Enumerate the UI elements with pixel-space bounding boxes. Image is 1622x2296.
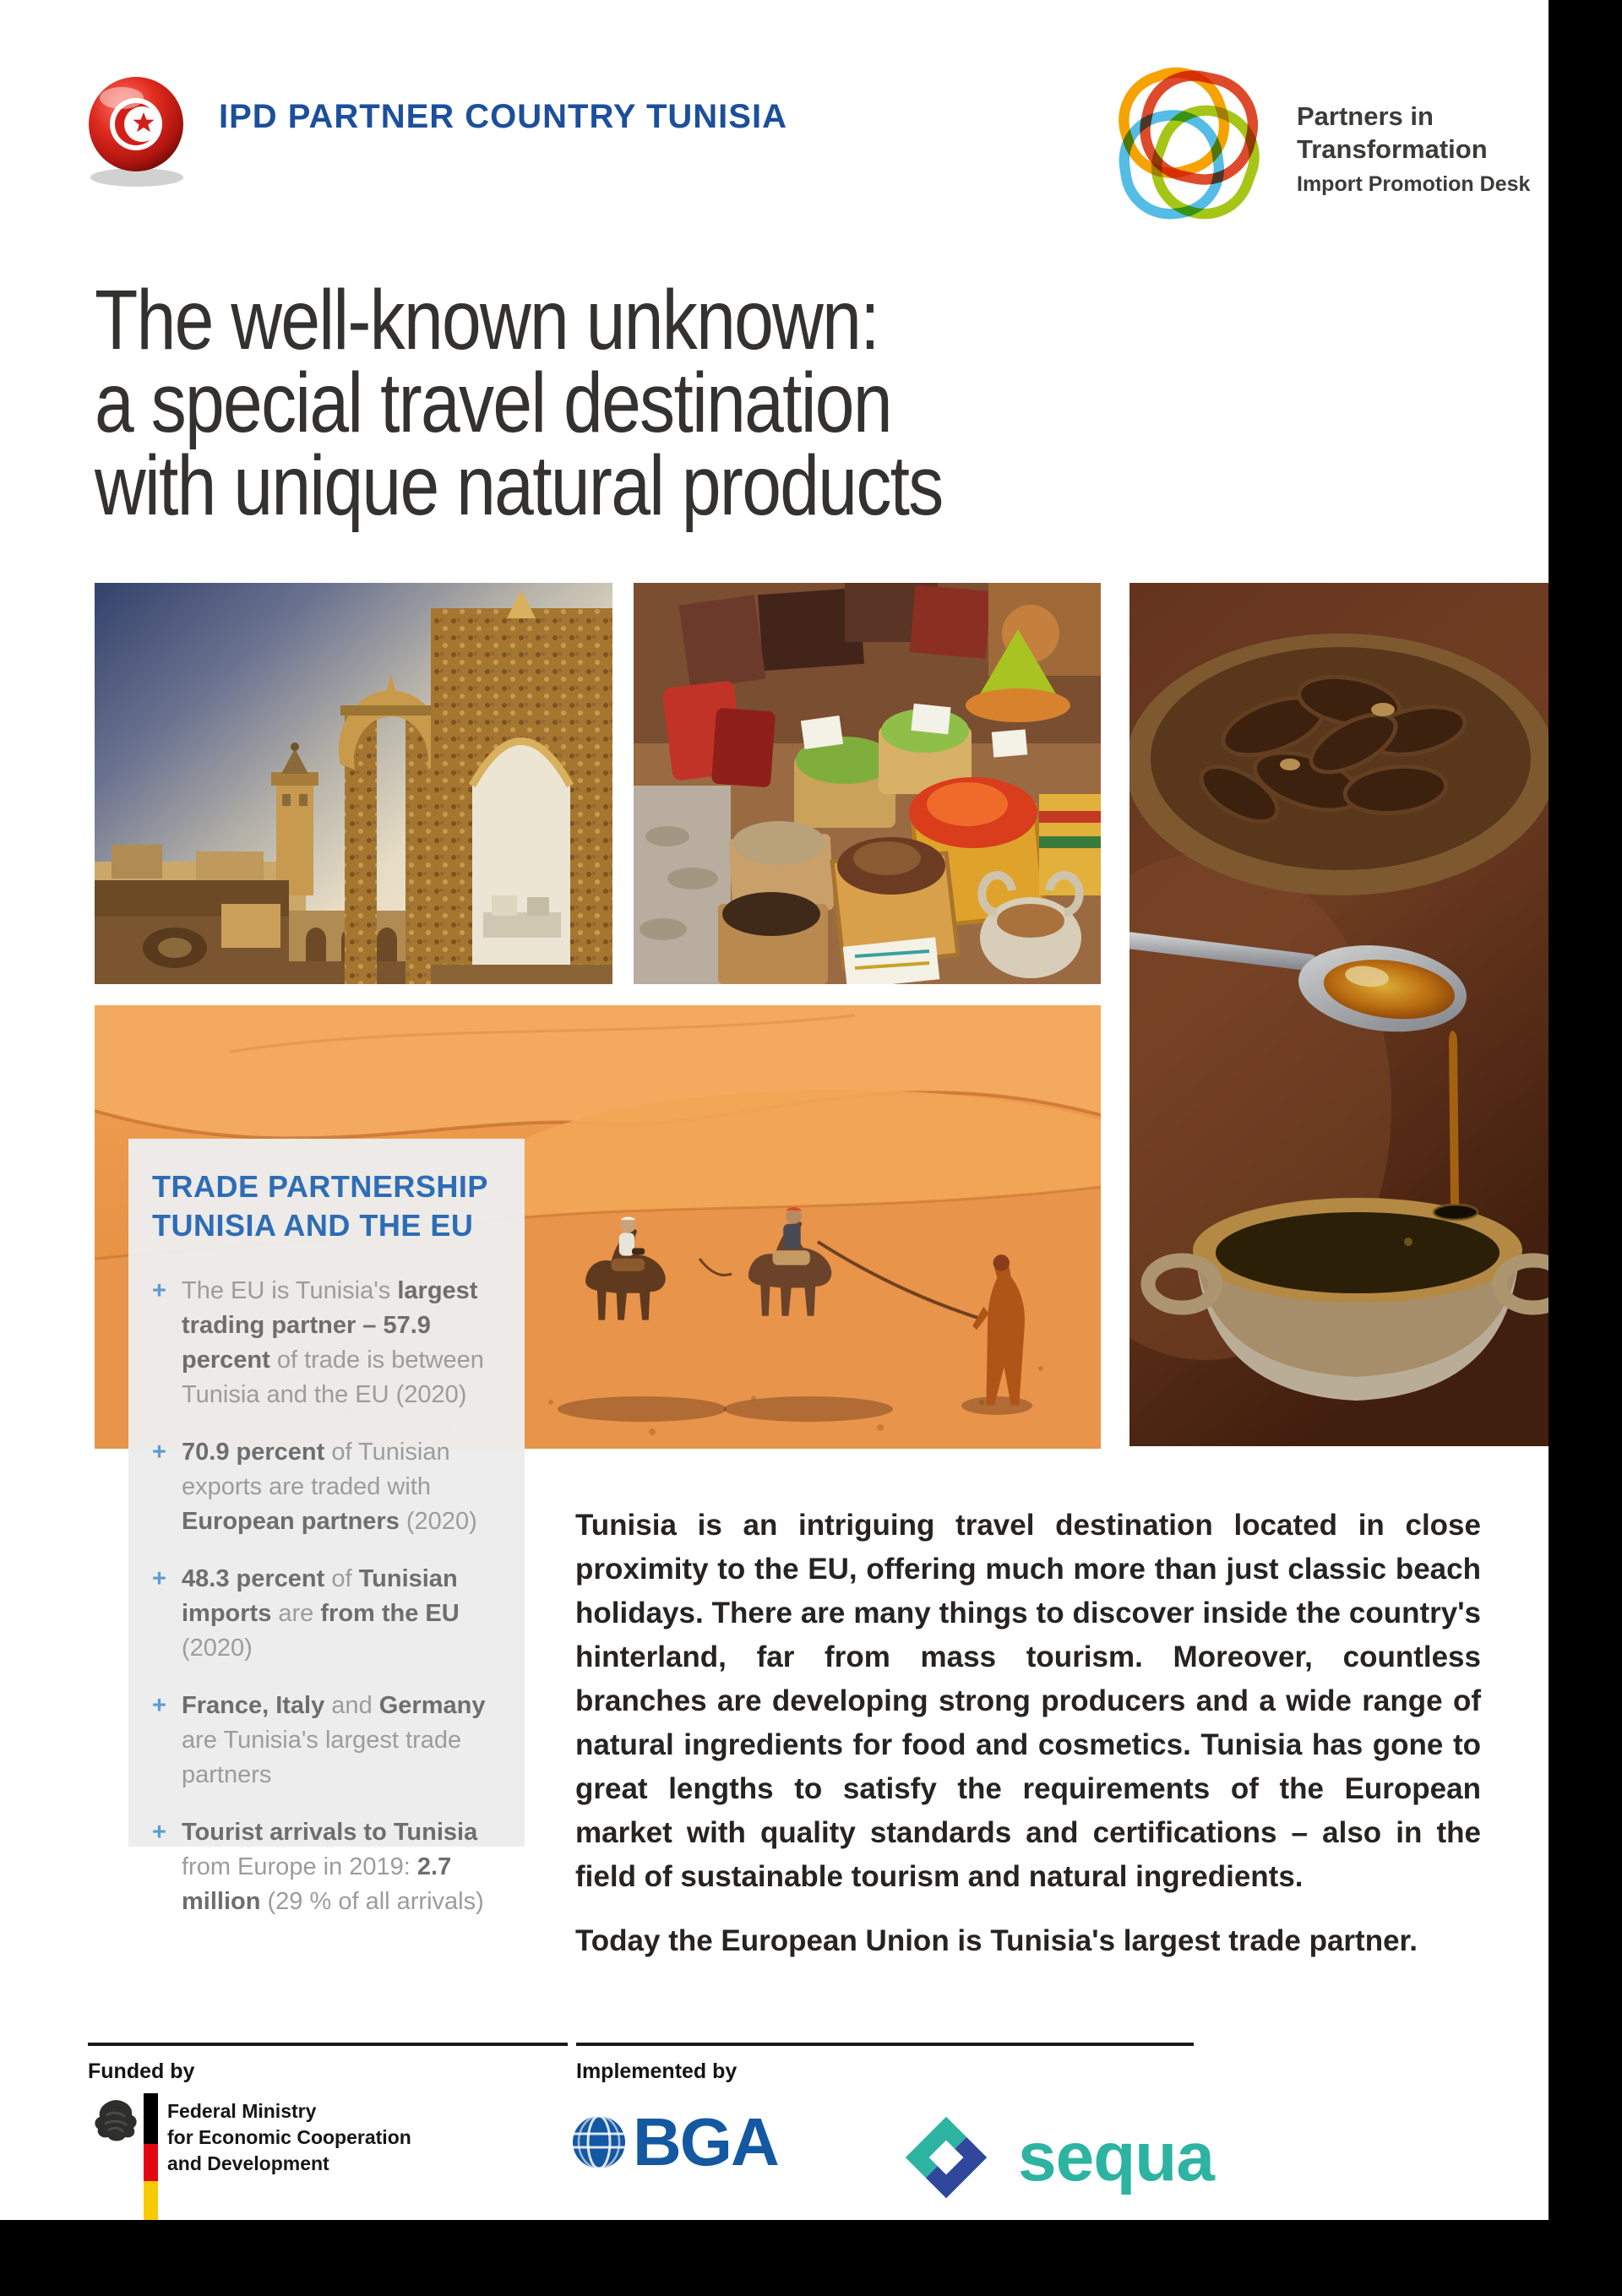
- info-bullet-2: [152, 1435, 503, 1539]
- info-bullet-1: [152, 1274, 503, 1412]
- bga-globe-icon: [570, 2114, 628, 2171]
- bmz-line1: Federal Ministry: [167, 2100, 317, 2122]
- photo-dates-and-syrup: [1129, 583, 1549, 1446]
- federal-eagle-icon: [90, 2097, 140, 2146]
- photo-medina-arches: [95, 583, 612, 984]
- trade-partnership-info-box: [128, 1139, 525, 1915]
- info-bullet-text: 70.9 percent of Tunisian exports are traded with European partners (2020): [182, 1439, 477, 1535]
- pit-line3: Import Promotion Desk: [1297, 172, 1531, 196]
- plus-marker: +: [152, 1439, 166, 1466]
- partners-in-transformation-wordmark: [1297, 100, 1530, 199]
- plus-marker: +: [152, 1277, 166, 1304]
- country-label: IPD PARTNER COUNTRY TUNISIA: [219, 98, 787, 135]
- pit-line2: Transformation: [1297, 134, 1488, 164]
- info-bullet-3: [152, 1562, 503, 1666]
- bmz-line3: and Development: [167, 2152, 329, 2174]
- tunisia-flag-sphere-icon: [84, 74, 190, 188]
- german-flag-stripe: [144, 2093, 158, 2220]
- pit-line1: Partners in: [1297, 101, 1434, 131]
- info-bullet-text: The EU is Tunisia's largest trading partner – 57.9 percent of trade is between Tunisia and the EU (2020): [182, 1277, 484, 1408]
- info-bullet-text: 48.3 percent of Tunisian imports are from the EU (2020): [182, 1565, 460, 1662]
- title-line3: with unique natural products: [95, 438, 943, 533]
- title-line1: The well-known unknown:: [95, 273, 879, 367]
- info-bullet-text: France, Italy and Germany are Tunisia's largest trade partners: [182, 1692, 486, 1788]
- photo-spice-market: [634, 583, 1101, 984]
- title-line2: a special travel destination: [95, 356, 891, 450]
- sequa-logo: [879, 2105, 1214, 2210]
- implemented-by-label: Implemented by: [576, 2059, 738, 2083]
- right-black-margin: [1549, 0, 1622, 2296]
- bga-logo: [570, 2104, 778, 2179]
- sequa-diamond-icon: [903, 2114, 989, 2201]
- funded-by-rule: [88, 2043, 568, 2046]
- info-bullet-4: [152, 1689, 503, 1793]
- funded-by-label: Funded by: [88, 2059, 195, 2083]
- bga-wordmark: BGA: [633, 2104, 778, 2179]
- bottom-black-margin: [0, 2220, 1622, 2296]
- plus-marker: +: [152, 1565, 166, 1592]
- bmz-logo: [90, 2093, 529, 2220]
- page-title: [95, 273, 943, 533]
- info-bullet-5: [152, 1815, 503, 1919]
- implemented-by-rule: [576, 2043, 1194, 2046]
- plus-marker: +: [152, 1692, 166, 1719]
- partners-in-transformation-loops-icon: [1101, 61, 1270, 230]
- bmz-wordmark: [167, 2098, 411, 2177]
- bmz-line2: for Economic Cooperation: [167, 2126, 411, 2148]
- intro-paragraph: Tunisia is an intriguing travel destination located in close proximity to the EU, offering much more than just classic beach holidays. There are many things to discover inside the country's hinterland, far from mass tourism. Moreover, countless branches are developing strong producers and a wide range of natural ingredients for food and cosmetics. Tunisia has gone to great lengths to satisfy the requirements of the European market with quality standards and certifications – also in the field of sustainable tourism and natural ingredients.: [575, 1509, 1481, 1893]
- info-box-heading: TRADE PARTNERSHIP TUNISIA AND THE EU: [152, 1169, 488, 1243]
- plus-marker: +: [152, 1819, 166, 1846]
- intro-text-block: [575, 1504, 1481, 1963]
- info-bullet-text: Tourist arrivals to Tunisia from Europe in 2019: 2.7 million (29 % of all arrivals): [182, 1819, 484, 1915]
- sequa-wordmark: sequa: [1018, 2119, 1214, 2195]
- intro-closing-line: Today the European Union is Tunisia's largest trade partner.: [575, 1924, 1418, 1957]
